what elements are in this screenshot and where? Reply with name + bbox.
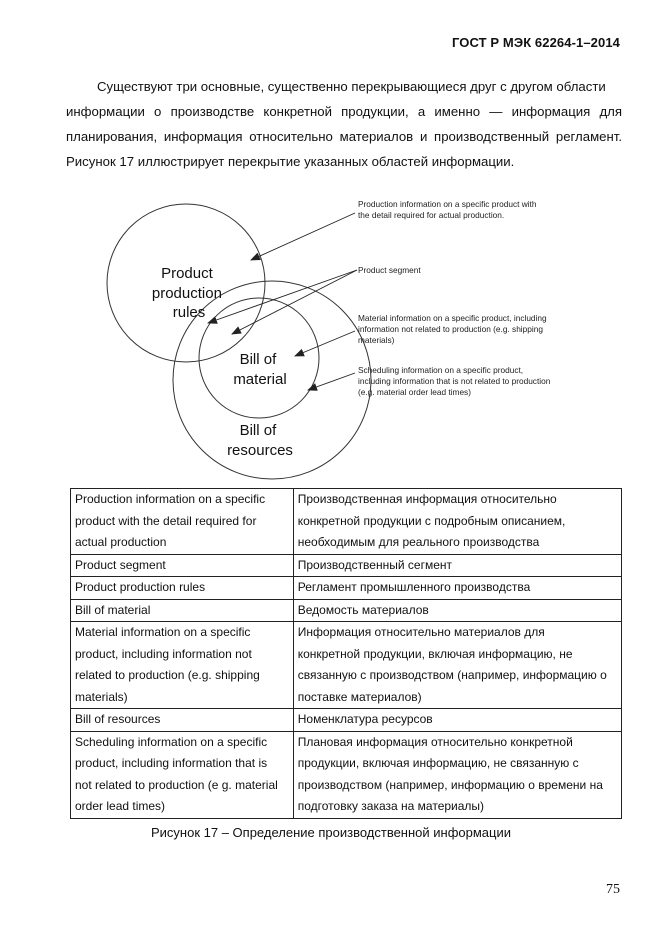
cell-line: Production information on a specific [75,492,266,506]
arrow-product-segment-b [232,270,357,334]
arrow-production-info [251,213,355,260]
bill-of-resources-line-2: resources [227,442,293,459]
table-row [71,622,622,709]
term-ru-cell [293,577,621,600]
term-en-cell [71,489,294,555]
table-row [71,709,622,732]
cell-line: Номенклатура ресурсов [297,712,433,726]
cell-line: связанную с производством (например, информацию о [297,668,607,682]
document-id-header: ГОСТ Р МЭК 62264-1–2014 [452,35,620,50]
term-en-cell [71,731,294,818]
product-rules-label [152,265,226,321]
cell-line: Bill of material [75,602,151,617]
annotation-scheduling-info-line-2: including information that is not related to production [358,376,551,386]
bill-of-resources-label [227,422,293,459]
annotation-material-info-line-2: information not related to production (e.g. shipping [358,324,543,334]
annotation-product-segment [358,265,421,275]
cell-line: Плановая информация относительно конкретной [297,734,573,749]
annotation-scheduling-info-line-3: (e.g. material order lead times) [358,387,471,397]
arrow-product-segment-a [208,270,357,323]
cell-line: Material information on a specific [75,625,251,639]
annotation-material-info-line-3: materials) [358,335,395,345]
arrow-material-info [295,331,355,356]
cell-line: Информация относительно материалов для [297,625,545,639]
annotation-scheduling-info [358,365,553,397]
cell-line: product, including information not [75,646,252,661]
cell-line: Ведомость материалов [297,602,429,617]
cell-line: продукции, включая информацию, не связанную с [297,756,579,770]
term-en-cell [71,599,294,622]
annotation-scheduling-info-line-1: Scheduling information on a specific product, [358,365,524,375]
bill-of-resources-line-1: Bill of [239,422,277,439]
table-row [71,599,622,622]
cell-line: materials) [75,689,128,704]
term-ru-cell [293,731,621,818]
cell-line: конкретной продукции с подробным описанием, [297,513,566,528]
term-ru-cell [293,599,621,622]
cell-line: order lead times) [75,799,166,813]
product-rules-line-1: Product [161,265,213,282]
cell-line: product, including information that is [75,756,268,770]
bill-of-material-label [233,351,286,388]
intro-first-line: Существуют три основные, существенно перекрывающиеся друг с другом области [97,79,606,94]
term-en-cell [71,554,294,577]
cell-line: related to production (e.g. shipping [75,668,260,682]
term-en-cell [71,709,294,732]
definitions-table [70,488,622,819]
product-rules-circle [107,204,265,362]
cell-line: производством (например, информацию о времени на [297,777,603,792]
annotation-material-info [358,313,549,345]
arrow-scheduling-info [308,373,355,390]
cell-line: actual production [75,535,167,549]
table-row [71,731,622,818]
figure-caption: Рисунок 17 – Определение производственной информации [150,825,511,840]
product-rules-line-3: rules [172,304,206,321]
page-number: 75 [606,882,620,897]
term-ru-cell [293,489,621,555]
cell-line: поставке материалов) [297,689,422,704]
bill-of-material-line-1: Bill of [239,351,277,368]
product-rules-line-2: production [151,285,222,302]
term-ru-cell [293,709,621,732]
cell-line: подготовку заказа на материалы) [297,799,485,813]
cell-line: конкретной продукции, включая информацию, не [297,646,573,661]
annotation-material-info-line-1: Material information on a specific product, including [358,313,547,323]
table-row [71,489,622,555]
intro-rest: информации о производстве конкретной продукции, а именно — информация для планирования, информация относительно материалов и производственный регламент. Рисунок 17 иллюстрирует перекрытие указанных областей информации. [66,104,622,169]
annotation-production-info-line-1: Production information on a specific product with [358,199,537,209]
cell-line: Scheduling information on a specific [75,734,268,749]
cell-line: Product production rules [75,580,206,594]
cell-line: not related to production (e g. material [75,777,278,792]
cell-line: Производственная информация относительно [297,492,557,506]
annotation-production-info-line-2: the detail required for actual production. [358,210,505,220]
cell-line: Product segment [75,557,166,572]
term-en-cell [71,622,294,709]
table-row [71,577,622,600]
annotation-product-segment-line-1: Product segment [358,265,421,275]
cell-line: Bill of resources [75,712,161,726]
annotation-production-info [358,199,539,220]
term-ru-cell [293,622,621,709]
cell-line: Регламент промышленного производства [297,580,531,594]
cell-line: product with the detail required for [75,513,257,528]
term-ru-cell [293,554,621,577]
intro-paragraph [66,74,622,174]
cell-line: необходимым для реального производства [297,535,540,549]
production-info-diagram [95,193,615,483]
cell-line: Производственный сегмент [297,557,452,572]
bill-of-material-line-2: material [233,371,287,388]
table-row [71,554,622,577]
term-en-cell [71,577,294,600]
